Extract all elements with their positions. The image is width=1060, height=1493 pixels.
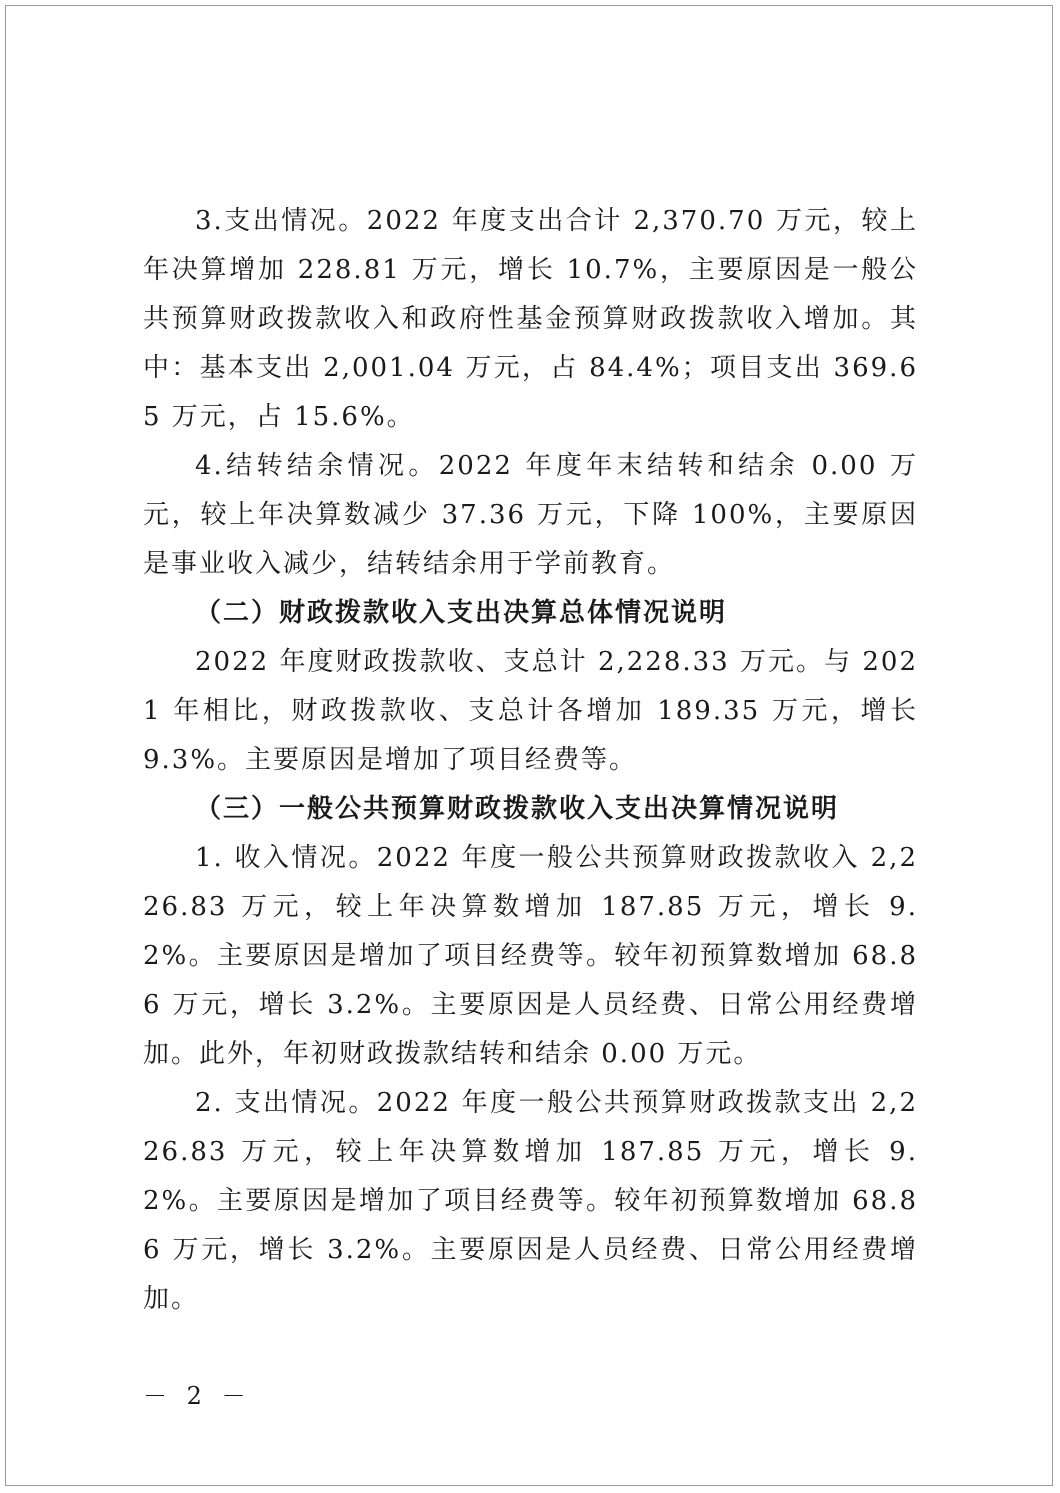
paragraph-general-income: 1. 收入情况。2022 年度一般公共预算财政拨款收入 2,226.83 万元，较上年决算数增加 187.85 万元，增长 9.2%。主要原因是增加了项目经费等。较年初预算数增加 68.86 万元，增长 3.2%。主要原因是人员经费、日常公用经费增加。此外，年初财政拨款结转和结余 0.00 万元。 <box>143 843 918 1069</box>
section-heading-2: （二）财政拨款收入支出决算总体情况说明 <box>195 598 728 628</box>
document-body <box>143 197 918 1324</box>
section-heading-3: （三）一般公共预算财政拨款收入支出决算情况说明 <box>195 794 840 824</box>
paragraph-general-expenditure: 2. 支出情况。2022 年度一般公共预算财政拨款支出 2,226.83 万元，较上年决算数增加 187.85 万元，增长 9.2%。主要原因是增加了项目经费等。较年初预算数增加 68.86 万元，增长 3.2%。主要原因是人员经费、日常公用经费增加。 <box>143 1088 918 1314</box>
paragraph-fiscal-total: 2022 年度财政拨款收、支总计 2,228.33 万元。与 2021 年相比，财政拨款收、支总计各增加 189.35 万元，增长 9.3%。主要原因是增加了项目经费等。 <box>143 647 918 775</box>
page-number: － 2 － <box>143 1382 252 1410</box>
paragraph-expenditure: 3.支出情况。2022 年度支出合计 2,370.70 万元，较上年决算增加 228.81 万元，增长 10.7%，主要原因是一般公共预算财政拨款收入和政府性基金预算财政拨款收入增加。其中：基本支出 2,001.04 万元，占 84.4%；项目支出 369.65 万元，占 15.6%。 <box>143 206 918 432</box>
paragraph-carryover: 4.结转结余情况。2022 年度年末结转和结余 0.00 万元，较上年决算数减少 37.36 万元，下降 100%，主要原因是事业收入减少，结转结余用于学前教育。 <box>143 451 918 579</box>
